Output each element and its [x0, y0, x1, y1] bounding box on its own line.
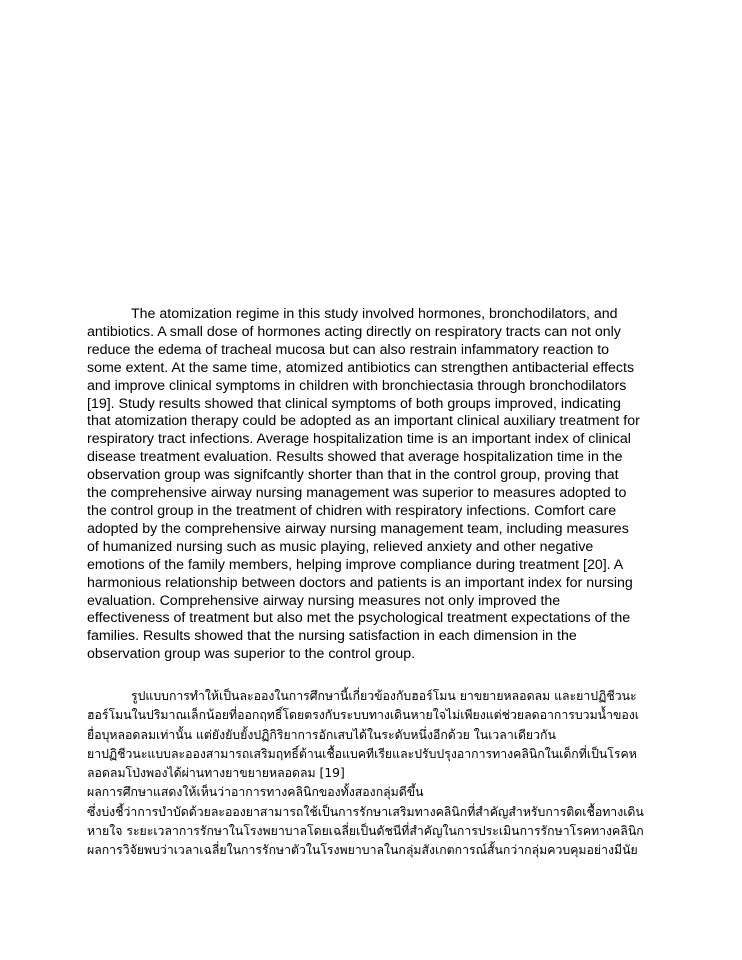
text-line: families. Results showed that the nursing satisfaction in each dimension in the: [87, 628, 577, 645]
text-line: evaluation. Comprehensive airway nursing measures not only improved the: [87, 592, 561, 609]
text-line: emotions of the family members, helping improve compliance during treatment [20]. A: [87, 556, 624, 573]
text-line: effectiveness of treatment but also met the psychological treatment expectations of the: [87, 610, 631, 627]
thai-text-line: ยื่อบุหลอดลมเท่านั้น แต่ยังยับยั้งปฏิกิริยาการอักเสบได้ในระดับหนึ่งอีกด้วย ในเวลาเดียวกัน: [87, 727, 556, 742]
thai-text-line: ยาปฏิชีวนะแบบละอองสามารถเสริมฤทธิ์ต้านเชื้อแบคทีเรียและปรับปรุงอาการทางคลินิกในเด็กที่เป็นโรคห: [87, 746, 637, 761]
text-line: observation group was signifcantly shorter than that in the control group, proving that: [87, 467, 619, 484]
text-line: the control group in the treatment of chidren with respiratory infections. Comfort care: [87, 502, 617, 519]
thai-text-line: ซึ่งบ่งชี้ว่าการบำบัดด้วยละอองยาสามารถใช้เป็นการรักษาเสริมทางคลินิกที่สำคัญสำหรับการติดเชื้อทางเดิน: [87, 804, 644, 819]
thai-text-line: ผลการวิจัยพบว่าเวลาเฉลี่ยในการรักษาตัวในโรงพยาบาลในกลุ่มสังเกตการณ์สั้นกว่ากลุ่มควบคุมอย่างมีนัย: [87, 843, 638, 858]
text-line: reduce the edema of tracheal mucosa but can also restrain infammatory reaction to: [87, 341, 610, 358]
text-line: that atomization therapy could be adopted as an important clinical auxiliary treatment for: [87, 413, 640, 430]
text-line: respiratory tract infections. Average hospitalization time is an important index of clinical: [87, 431, 631, 448]
text-line: harmonious relationship between doctors and patients is an important index for nursing: [87, 574, 633, 591]
text-line: The atomization regime in this study involved hormones, bronchodilators, and: [131, 306, 618, 322]
text-line: some extent. At the same time, atomized antibiotics can strengthen antibacterial effects: [87, 359, 635, 376]
thai-paragraph: [87, 687, 662, 861]
thai-text-line: รูปแบบการทำให้เป็นละอองในการศึกษานี้เกี่ยวข้องกับฮอร์โมน ยาขยายหลอดลม และยาปฏิชีวนะ: [131, 689, 637, 703]
text-line: and improve clinical symptoms in children with bronchiectasia through bronchodilators: [87, 377, 627, 394]
text-line: of humanized nursing such as music playing, relieved anxiety and other negative: [87, 538, 594, 555]
text-line: the comprehensive airway nursing management was superior to measures adopted to: [87, 485, 627, 502]
text-line: [19]. Study results showed that clinical symptoms of both groups improved, indicating: [87, 395, 621, 412]
text-line: observation group was superior to the control group.: [87, 646, 416, 663]
text-line: adopted by the comprehensive airway nursing management team, including measures: [87, 520, 629, 537]
text-line: disease treatment evaluation. Results showed that average hospitalization time in the: [87, 449, 623, 466]
english-paragraph: [87, 306, 662, 664]
text-line: antibiotics. A small dose of hormones acting directly on respiratory tracts can not only: [87, 323, 621, 340]
thai-text-line: ลอดลมโป่งพองได้ผ่านทางยาขยายหลอดลม [19]: [87, 766, 345, 781]
thai-text-line: ผลการศึกษาแสดงให้เห็นว่าอาการทางคลินิกของทั้งสองกลุ่มดีขึ้น: [87, 785, 424, 800]
thai-text-line: ฮอร์โมนในปริมาณเล็กน้อยที่ออกฤทธิ์โดยตรงกับระบบทางเดินหายใจไม่เพียงแต่ช่วยลดอาการบวมน้ำของเ: [87, 708, 639, 723]
thai-text-line: หายใจ ระยะเวลาการรักษาในโรงพยาบาลโดยเฉลี่ยเป็นดัชนีที่สำคัญในการประเมินการรักษาโรคทางคลินิก: [87, 824, 644, 839]
